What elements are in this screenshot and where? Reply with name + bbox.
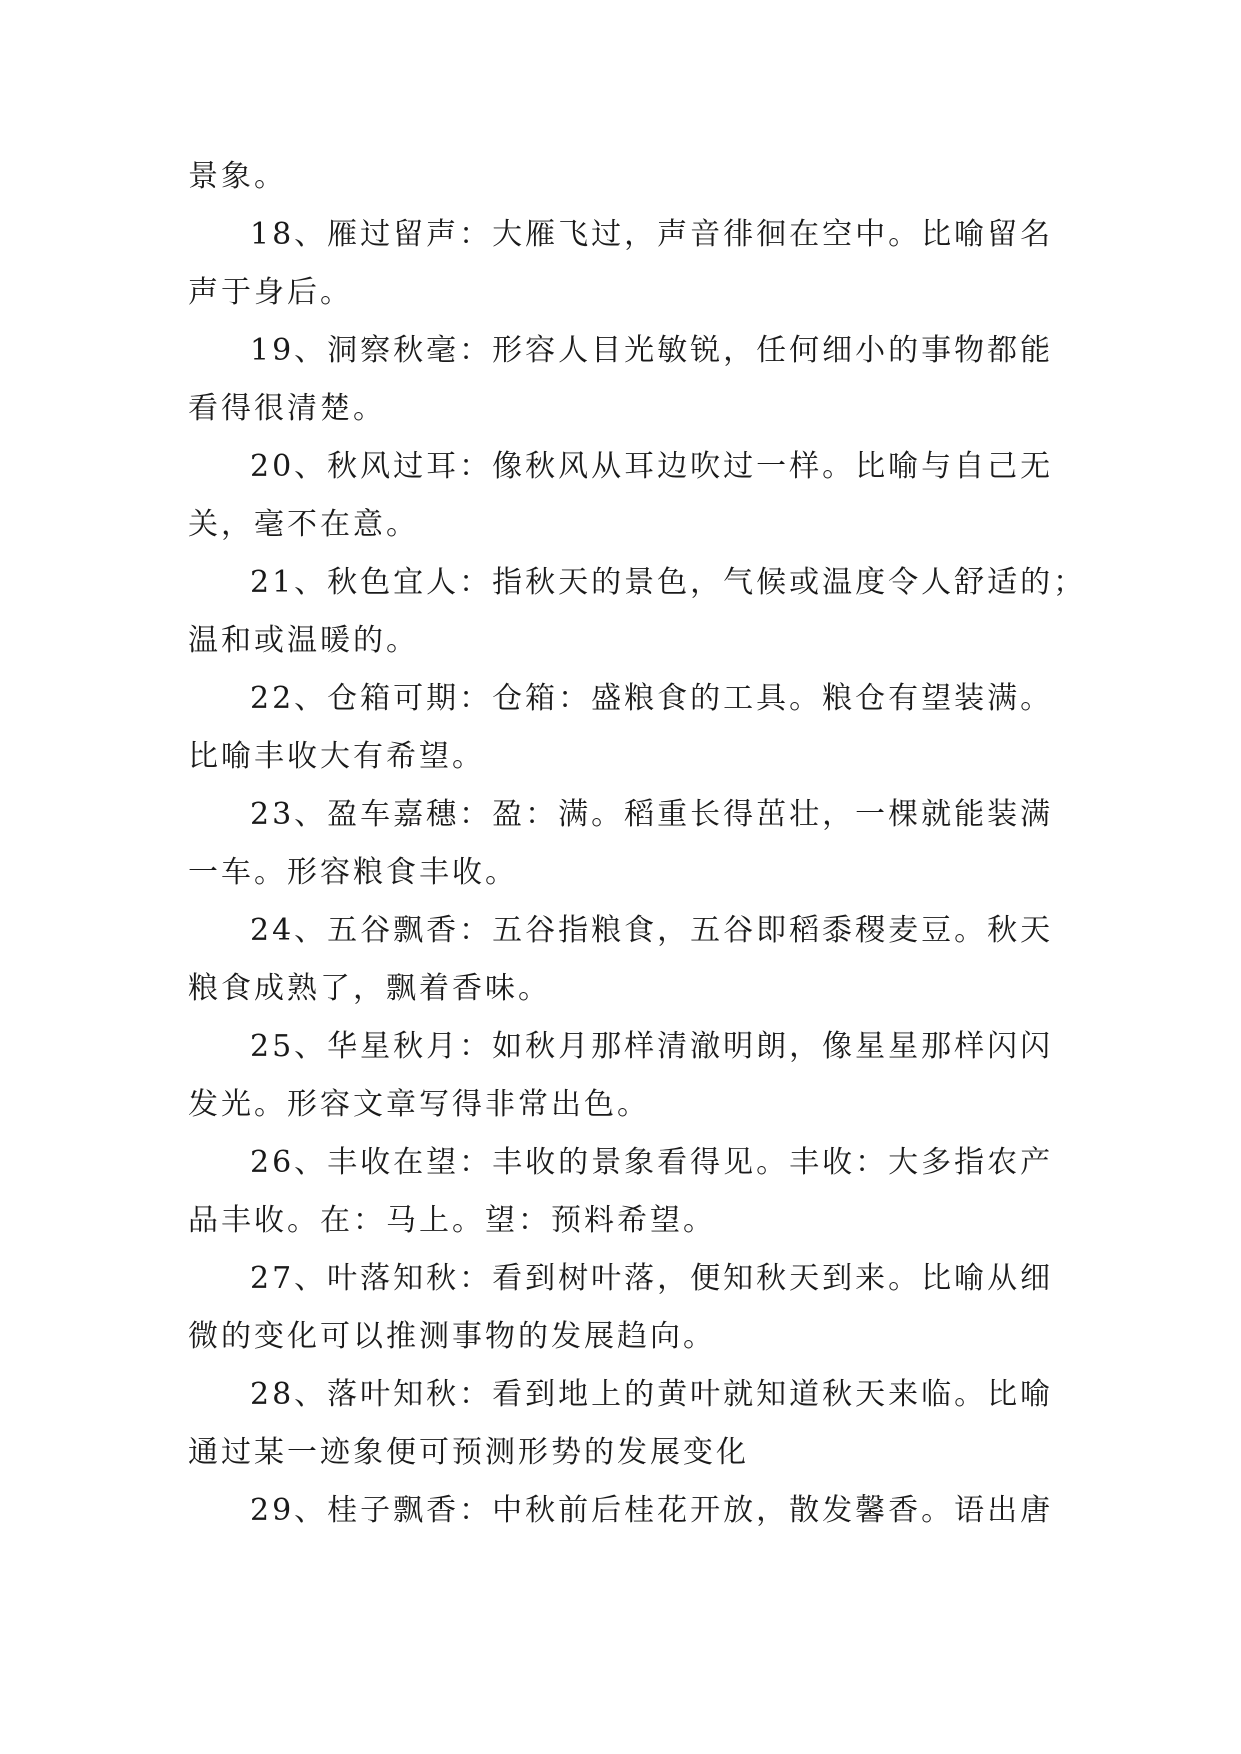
text-line: 20、秋风过耳：像秋风从耳边吹过一样。比喻与自己无 [250,449,1054,484]
text-line: 23、盈车嘉穗：盈：满。稻重长得茁壮，一棵就能装满 [250,797,1054,832]
text-line: 29、桂子飘香：中秋前后桂花开放，散发馨香。语出唐 [250,1493,1054,1528]
text-line: 28、落叶知秋：看到地上的黄叶就知道秋天来临。比喻 [250,1377,1054,1412]
text-line: 一车。形容粮食丰收。 [188,855,518,890]
text-line: 微的变化可以推测事物的发展趋向。 [188,1319,716,1354]
text-line: 品丰收。在：马上。望：预料希望。 [188,1203,716,1238]
text-line: 看得很清楚。 [188,391,386,426]
text-line: 比喻丰收大有希望。 [188,739,485,774]
text-line: 26、丰收在望：丰收的景象看得见。丰收：大多指农产 [250,1145,1054,1180]
text-line: 25、华星秋月：如秋月那样清澈明朗，像星星那样闪闪 [250,1029,1054,1064]
text-line: 18、雁过留声：大雁飞过，声音徘徊在空中。比喻留名 [250,217,1054,252]
text-line: 温和或温暖的。 [188,623,419,658]
text-line: 27、叶落知秋：看到树叶落，便知秋天到来。比喻从细 [250,1261,1054,1296]
document-body [188,148,1087,1540]
text-line: 通过某一迹象便可预测形势的发展变化 [188,1435,749,1470]
text-line: 声于身后。 [188,275,353,310]
text-line: 21、秋色宜人：指秋天的景色，气候或温度令人舒适的； [250,565,1087,600]
text-line: 景象。 [188,159,287,194]
text-line: 发光。形容文章写得非常出色。 [188,1087,650,1122]
text-line: 24、五谷飘香：五谷指粮食，五谷即稻黍稷麦豆。秋天 [250,913,1054,948]
text-line: 关，毫不在意。 [188,507,419,542]
text-line: 22、仓箱可期：仓箱：盛粮食的工具。粮仓有望装满。 [250,681,1054,716]
text-line: 19、洞察秋毫：形容人目光敏锐，任何细小的事物都能 [250,333,1054,368]
text-line: 粮食成熟了，飘着香味。 [188,971,551,1006]
